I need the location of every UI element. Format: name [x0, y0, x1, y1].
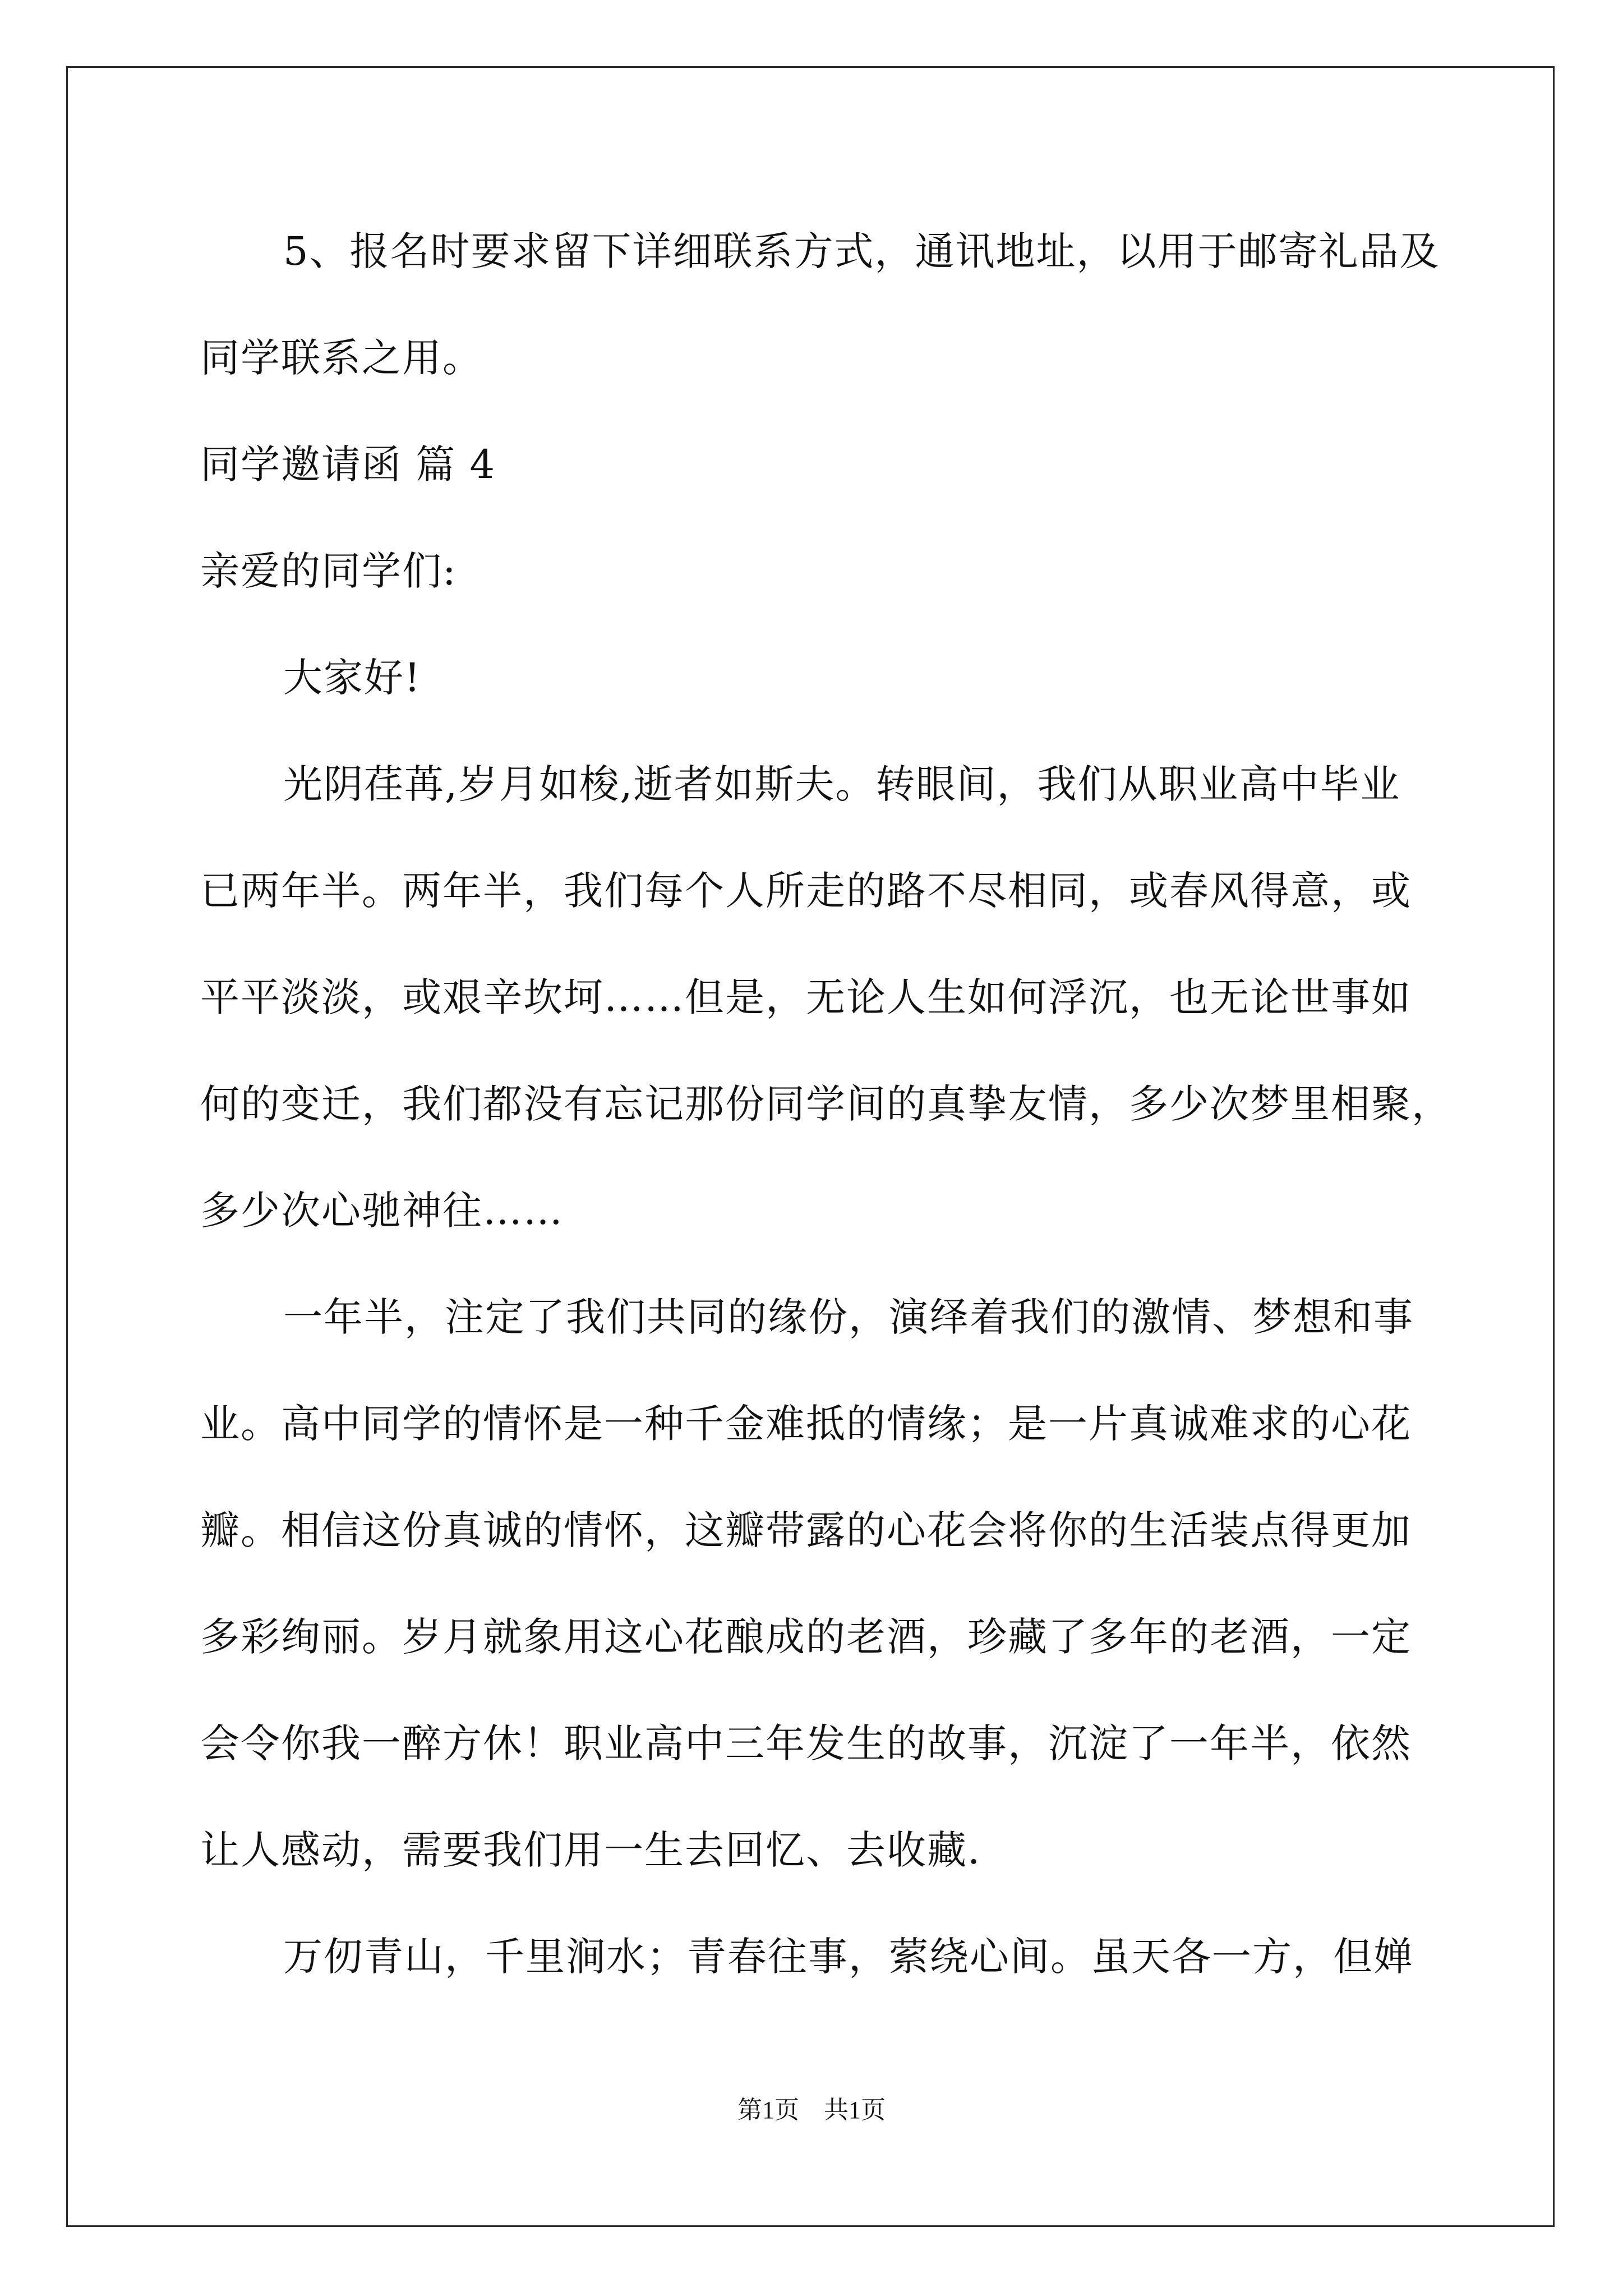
paragraph-line: 万仞青山，千里涧水；青春往事，萦绕心间。虽天各一方，但婵	[283, 1934, 1414, 1980]
section-heading: 同学邀请函 篇 4	[200, 441, 496, 487]
paragraph-line: 多彩绚丽。岁月就象用这心花酿成的老酒，珍藏了多年的老酒，一定	[200, 1614, 1412, 1660]
paragraph-line: 让人感动，需要我们用一生去回忆、去收藏.	[200, 1827, 981, 1873]
greeting: 大家好!	[283, 655, 422, 701]
paragraph-line: 5、报名时要求留下详细联系方式，通讯地址，以用于邮寄礼品及	[283, 228, 1440, 274]
body-text	[200, 198, 1496, 2010]
paragraph-line: 瓣。相信这份真诚的情怀，这瓣带露的心花会将你的生活装点得更加	[200, 1507, 1412, 1553]
salutation: 亲爱的同学们:	[200, 548, 457, 594]
paragraph-line: 光阴荏苒,岁月如梭,逝者如斯夫。转眼间，我们从职业高中毕业	[283, 761, 1401, 807]
paragraph-line: 多少次心驰神往……	[200, 1188, 564, 1234]
paragraph-line: 业。高中同学的情怀是一种千金难抵的情缘；是一片真诚难求的心花	[200, 1401, 1412, 1447]
paragraph-line: 平平淡淡，或艰辛坎坷……但是，无论人生如何浮沉，也无论世事如	[200, 974, 1412, 1020]
paragraph-line: 会令你我一醉方休！职业高中三年发生的故事，沉淀了一年半，依然	[200, 1720, 1412, 1766]
paragraph-line: 同学联系之用。	[200, 335, 483, 381]
paragraph-line: 一年半，注定了我们共同的缘份，演绎着我们的激情、梦想和事	[283, 1294, 1414, 1340]
paragraph-line: 何的变迁，我们都没有忘记那份同学间的真挚友情，多少次梦里相聚，	[200, 1081, 1452, 1127]
page-footer: 第1页 共1页	[737, 2096, 886, 2124]
paragraph-line: 已两年半。两年半，我们每个人所走的路不尽相同，或春风得意，或	[200, 868, 1412, 914]
